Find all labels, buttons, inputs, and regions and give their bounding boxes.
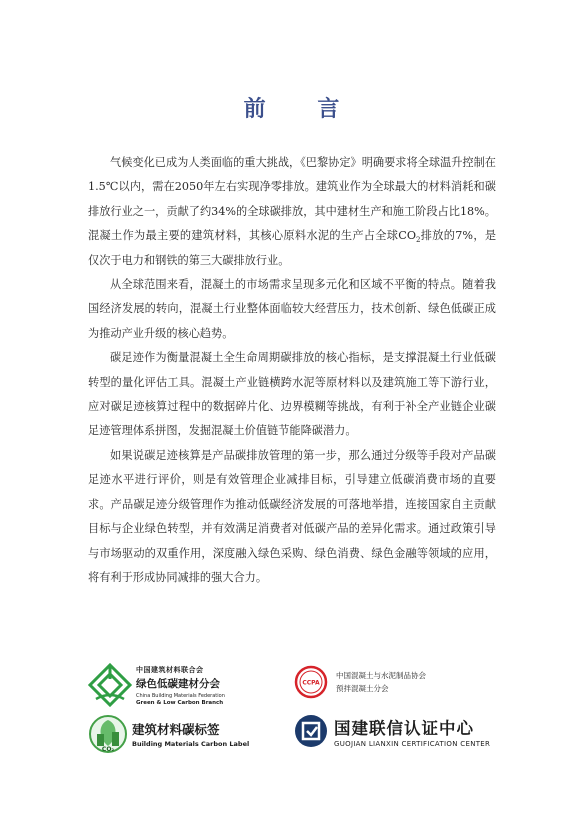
paragraph-3: 碳足迹作为衡量混凝土全生命周期碳排放的核心指标，是支撑混凝土行业低碳转型的量化评估工具。混凝土产业链横跨水泥等原材料以及建筑施工等下游行业，应对碳足迹核算过程中的数据碎片化、边界模糊等挑战，有利于补全产业链企业碳足迹管理体系拼图，发掘混凝土价值链节能降碳潜力。 xyxy=(88,351,496,438)
ccpa-circle-icon xyxy=(294,665,328,699)
ccpa-logo: CCPA 中国混凝土与水泥制品协会 预拌混凝土分会 xyxy=(294,665,426,699)
green-diamond-icon xyxy=(88,663,132,707)
preface-body xyxy=(88,151,496,590)
carbon-label-logo: CO₂ 建筑材料碳标签 Building Materials Carbon Label xyxy=(88,714,249,754)
guojian-logo: 国建联信认证中心 GUOJIAN LIANXIN CERTIFICATION CENTER xyxy=(294,714,490,748)
paragraph-4: 如果说碳足迹核算是产品碳排放管理的第一步，那么通过分级等手段对产品碳足迹水平进行评价，则是有效管理企业减排目标，引导建立低碳消费市场的直要求。产品碳足迹分级管理作为推动低碳经济发展的可落地举措，连接国家自主贡献目标与企业绿色转型，并有效满足消费者对低碳产品的差异化需求。通过政策引导与市场驱动的双重作用，深度融入绿色采购、绿色消费、绿色金融等领域的应用，将有利于形成协同减排的强大合力。 xyxy=(88,448,496,584)
paragraph-2: 从全球范围来看，混凝土的市场需求呈现多元化和区域不平衡的特点。随着我国经济发展的转向，混凝土行业整体面临较大经营压力，技术创新、绿色低碳正成为推动产业升级的核心趋势。 xyxy=(88,278,496,340)
co2-badge-text: CO₂ xyxy=(101,746,115,753)
paragraph-1: 气候变化已成为人类面临的重大挑战，《巴黎协定》明确要求将全球温升控制在1.5℃以内，需在2050年左右实现净零排放。建筑业作为全球最大的材料消耗和碳排放行业之一，贡献了约34%的全球碳排放，其中建材生产和施工阶段占比18%。混凝土作为最主要的建筑材料，其核心原料水泥的生产占全球$CO_2$排放的7%，是仅次于电力和钢铁的第三大碳排放行业。 xyxy=(88,156,497,267)
guojian-circle-icon xyxy=(294,714,328,748)
page-title: 前 言 xyxy=(243,97,362,122)
carbon-label-icon xyxy=(88,714,128,754)
ccpa-badge-text: CCPA xyxy=(302,679,320,687)
federation-logo: 中国建筑材料联合会 绿色低碳建材分会 China Building Materials Federation Green & Low Carbon Branch xyxy=(88,663,225,707)
